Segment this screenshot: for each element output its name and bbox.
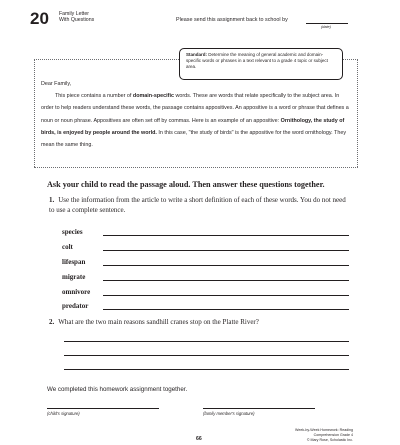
standard-box: [179, 48, 343, 80]
footer-page-number: 66: [196, 436, 202, 442]
letter-border-top-left: [34, 59, 179, 60]
child-signature-line[interactable]: [47, 408, 159, 409]
question-2-number: 2.: [49, 318, 55, 326]
answer-line-q2-3[interactable]: [64, 369, 349, 370]
credit-line-2: © Mary Rose, Scholastic Inc.: [306, 437, 353, 442]
word-label-species: species: [62, 228, 83, 236]
letter-text-2: words. These are words that relate specifically to the subject area. In order to help readers understand these words, the passage contains appositives. An appositive is a word or phrase that defines a noun or noun phrase. Appositives are often set off by commas. Here is an example of an appositive:: [41, 93, 349, 124]
letter-border-top-right: [343, 59, 358, 60]
answer-line-lifespan[interactable]: [103, 265, 349, 266]
word-label-predator: predator: [62, 302, 89, 310]
word-label-omnivore: omnivore: [62, 288, 91, 296]
family-letter: [41, 78, 353, 151]
answer-line-q2-1[interactable]: [64, 341, 349, 342]
questions-instruction: Ask your child to read the passage aloud. Then answer these questions together.: [47, 180, 325, 189]
answer-line-omnivore[interactable]: [103, 295, 349, 296]
letter-bold-term: domain-specific: [132, 93, 174, 100]
header-title-line1: Family Letter: [59, 11, 89, 17]
word-label-lifespan: lifespan: [62, 258, 86, 266]
answer-line-migrate[interactable]: [103, 280, 349, 281]
letter-text-3: In this case, "the study of birds" is the appositive for the word ornithology. They mean the same thing.: [41, 129, 347, 149]
answer-line-species[interactable]: [103, 235, 349, 236]
question-1: [49, 196, 349, 215]
letter-paragraph: [41, 90, 353, 151]
letter-greeting: Dear Family,: [41, 81, 72, 87]
standard-text: Determine the meaning of general academic and domain-specific words or phrases in a text relevant to a grade 4 topic or subject area.: [186, 52, 328, 69]
letter-example-sentence: Ornithology, the study of birds, is enjoyed by people around the world.: [41, 117, 345, 136]
child-signature-label: (child's signature): [47, 411, 80, 416]
letter-text-1: This piece contains a number of: [55, 93, 133, 100]
family-signature-line[interactable]: [203, 408, 315, 409]
letter-border-bottom: [34, 167, 358, 168]
due-date-line[interactable]: [306, 23, 348, 24]
question-1-number: 1.: [49, 196, 55, 204]
completion-statement: We completed this homework assignment together.: [47, 386, 188, 393]
question-1-text: Use the information from the article to write a short definition of each of these words. You do not need to use a complete sentence.: [49, 196, 346, 214]
page-number: 20: [30, 9, 49, 28]
question-2-text: What are the two main reasons sandhill cranes stop on the Platte River?: [58, 318, 259, 326]
header-title-line2: With Questions: [59, 17, 95, 24]
credit: [269, 428, 353, 442]
date-label: (date): [321, 25, 331, 29]
answer-line-q2-2[interactable]: [64, 355, 349, 356]
header-title: [59, 11, 94, 24]
letter-border-left: [34, 59, 35, 167]
word-label-colt: colt: [62, 243, 73, 251]
question-2: [49, 318, 349, 328]
credit-line-1: Week-by-Week Homework: Reading Comprehension Grade 4: [295, 428, 353, 437]
family-signature-label: (family member's signature): [203, 411, 255, 416]
standard-label: Standard:: [186, 52, 208, 57]
answer-line-colt[interactable]: [103, 250, 349, 251]
letter-border-right: [357, 59, 358, 167]
send-back-instruction: Please send this assignment back to school by: [176, 17, 288, 23]
answer-line-predator[interactable]: [103, 309, 349, 310]
word-label-migrate: migrate: [62, 273, 86, 281]
